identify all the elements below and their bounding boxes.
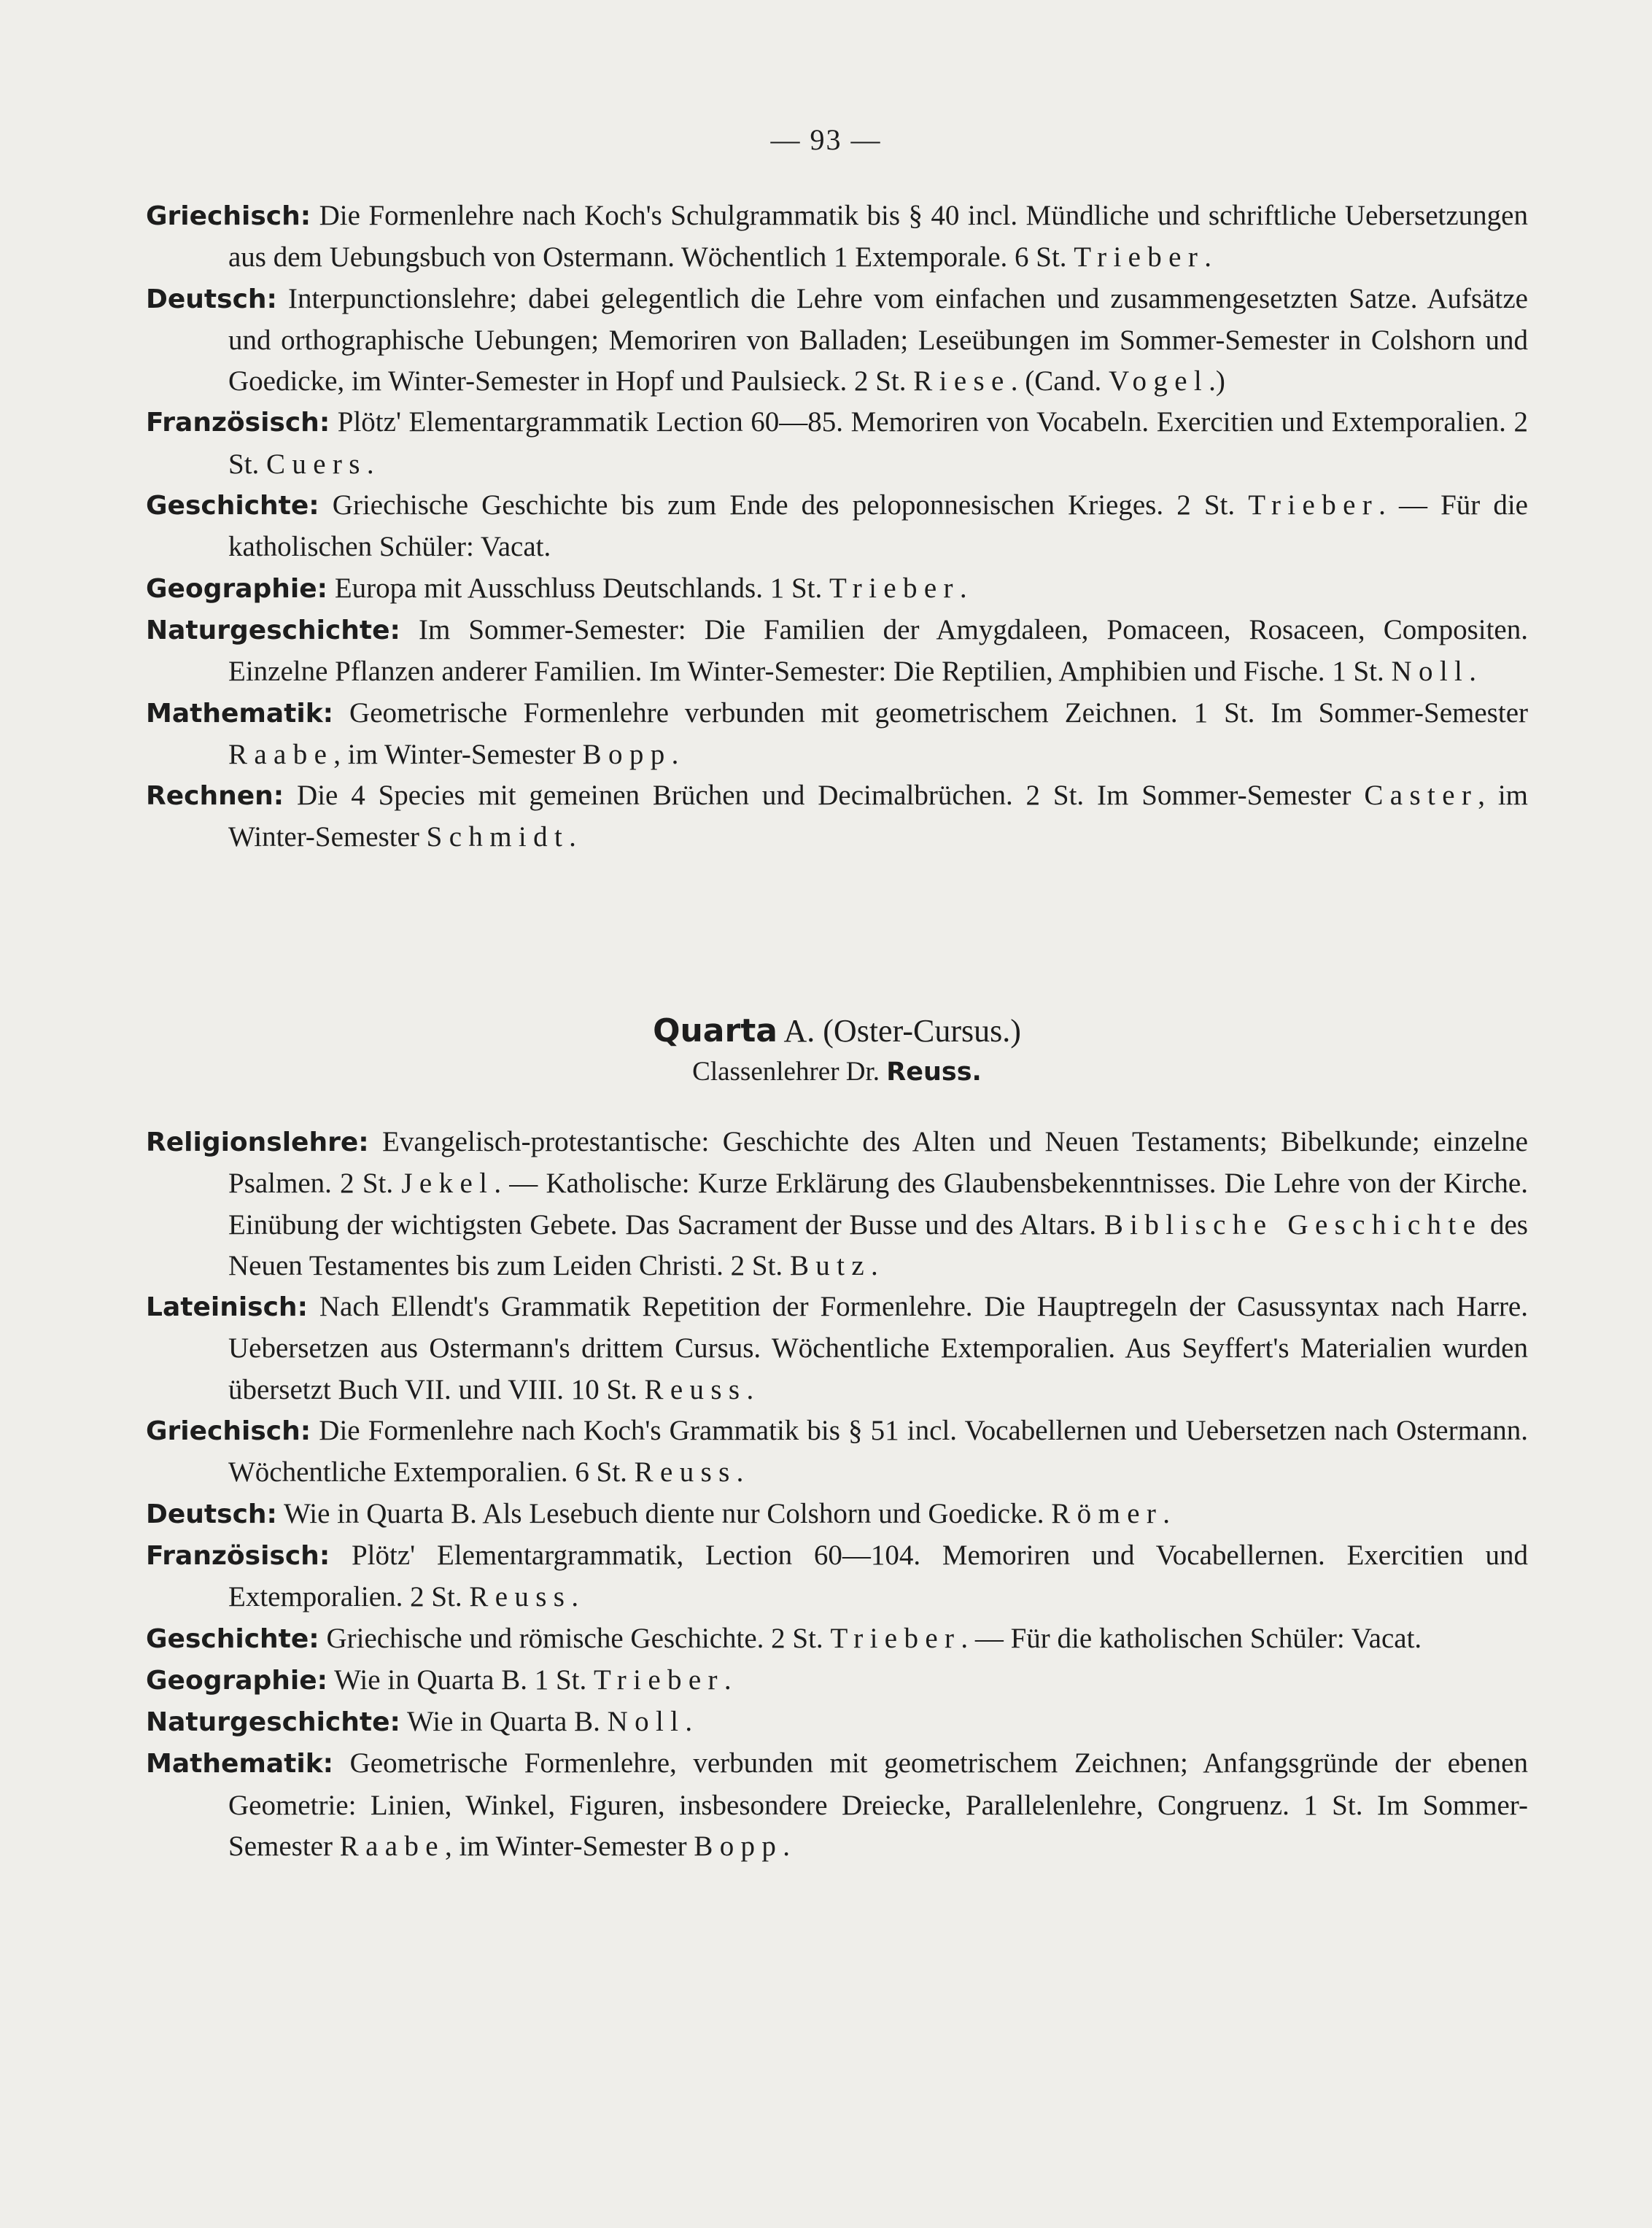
teacher-name: Vogel: [1109, 365, 1209, 397]
teacher-name: Trieber: [830, 1622, 961, 1654]
teacher-name: Bopp: [694, 1831, 783, 1863]
subject-text: .: [959, 572, 967, 604]
subject-text: .: [1163, 1497, 1170, 1529]
subject-text: Wie in Quarta B.: [400, 1706, 608, 1738]
teacher-name: Reuss: [644, 1373, 747, 1405]
class-teacher-name: Reuss.: [886, 1057, 982, 1087]
subject-text: Plötz' Elementargrammatik, Lection 60—104. Memoriren und Vocabellernen. Exercitien und Extemporalien. 2 St.: [228, 1539, 1528, 1613]
subject-label: Naturgeschichte:: [146, 615, 400, 645]
section-heading-block: [146, 1011, 1528, 1093]
subject-label: Mathematik:: [146, 1749, 334, 1779]
subject-entry: [146, 610, 1528, 693]
subject-label: Deutsch:: [146, 1499, 277, 1529]
subject-entry: [146, 1286, 1528, 1410]
subject-text: .): [1209, 365, 1225, 397]
subject-entry: [146, 775, 1528, 858]
teacher-name: Römer: [1051, 1497, 1163, 1529]
section-heading: [146, 1011, 1528, 1052]
teacher-name: Reuss: [634, 1456, 737, 1488]
subject-text: Geometrische Formenlehre verbunden mit geometrischem Zeichnen. 1 St. Im Sommer-Semester: [333, 696, 1528, 729]
subject-entry: [146, 1535, 1528, 1618]
teacher-name: Reuss: [469, 1581, 572, 1613]
subject-entry: [146, 1494, 1528, 1535]
teacher-name: Schmidt: [426, 821, 570, 853]
subject-label: Griechisch:: [146, 1416, 311, 1447]
subject-text: . — Katholische: Kurze Erklärung des Glaubensbekenntnisses. Die Lehre von der Kirche. Einübung der wichtigsten Gebete. Das Sacrament der Busse und des Altars.: [228, 1168, 1528, 1241]
subject-text: Griechische Geschichte bis zum Ende des peloponnesischen Krieges. 2 St.: [319, 489, 1249, 521]
subject-label: Religionslehre:: [146, 1127, 369, 1157]
subject-text: . — Für die katholischen Schüler: Vacat.: [228, 489, 1528, 563]
teacher-name: Trieber: [829, 572, 960, 604]
subject-entry: [146, 568, 1528, 610]
subject-text: Interpunctionslehre; dabei gelegentlich die Lehre vom einfachen und zusammengesetzten Satze. Aufsätze und orthographische Uebungen; Memoriren von Balladen; Leseübungen im Sommer-Semester in Colshorn und Goedicke, im Winter-Semester in Hopf und Paulsieck. 2 St.: [228, 282, 1528, 397]
subject-label: Geschichte:: [146, 491, 319, 521]
subject-text: Europa mit Ausschluss Deutschlands. 1 St.: [327, 572, 829, 604]
subject-text: .: [671, 738, 679, 770]
subject-text: Evangelisch-protestantische: Geschichte des Alten und Neuen Testaments; Bibelkunde; einzelne Psalmen. 2 St.: [228, 1126, 1528, 1200]
subject-text: Plötz' Elementargrammatik Lection 60—85. Memoriren von Vocabeln. Exercitien und Extemporalien. 2 St.: [228, 406, 1528, 480]
teacher-name: Butz: [789, 1249, 872, 1281]
subject-text: , im Winter-Semester: [333, 738, 583, 770]
subject-text: Die Formenlehre nach Koch's Schulgrammatik bis § 40 incl. Mündliche und schriftliche Uebersetzungen aus dem Uebungsbuch von Ostermann. Wöchentlich 1 Extemporale. 6 St.: [228, 200, 1528, 273]
subject-text: Geometrische Formenlehre, verbunden mit geometrischem Zeichnen; Anfangsgründe der ebenen Geometrie: Linien, Winkel, Figuren, insbesondere Dreiecke, Parallelenlehre, Congruenz. 1 St. Im Sommer-Semester: [228, 1747, 1528, 1863]
subject-text: Im Sommer-Semester: Die Familien der Amygdaleen, Pomaceen, Rosaceen, Compositen. Einzelne Pflanzen anderer Familien. Im Winter-Semester: Die Reptilien, Amphibien und Fische. 1 St.: [228, 613, 1528, 688]
subject-label: Lateinisch:: [146, 1292, 308, 1323]
subject-label: Geographie:: [146, 1665, 328, 1696]
subject-text: . (Cand.: [1010, 365, 1109, 397]
subject-entry: [146, 693, 1528, 776]
subject-text: Nach Ellendt's Grammatik Repetition der Formenlehre. Die Hauptregeln der Casussyntax nach Harre. Uebersetzen aus Ostermann's drittem Cursus. Wöchentliche Extemporalien. Aus Seyffert's Materialien wurden übersetzt Buch VII. und VIII. 10 St.: [228, 1291, 1528, 1405]
heading-class-name: Quarta: [653, 1012, 777, 1049]
section-quarta-b-continued: [146, 195, 1528, 858]
subject-entry: [146, 1410, 1528, 1494]
subject-text: .: [1469, 656, 1476, 688]
teacher-name: Raabe: [228, 738, 334, 770]
subject-text: Die 4 Species mit gemeinen Brüchen und Decimalbrüchen. 2 St. Im Sommer-Semester: [284, 780, 1365, 812]
subject-entry: [146, 1122, 1528, 1286]
subject-entry: [146, 1660, 1528, 1701]
teacher-name: Trieber: [1074, 241, 1205, 273]
subject-text: .: [871, 1249, 878, 1281]
teacher-name: Jekel: [401, 1168, 495, 1200]
subject-label: Deutsch:: [146, 284, 277, 314]
teacher-name: Caster: [1364, 780, 1478, 812]
subject-text: .: [685, 1706, 693, 1738]
subject-entry: [146, 485, 1528, 568]
class-teacher: [146, 1052, 1528, 1092]
subject-text: .: [746, 1373, 754, 1405]
subject-text: .: [571, 1581, 579, 1613]
subject-text: Wie in Quarta B. 1 St.: [327, 1664, 594, 1696]
teacher-name: Trieber: [1248, 489, 1379, 521]
subject-text: Griechische und römische Geschichte. 2 St.: [319, 1622, 831, 1654]
subject-text: , im Winter-Semester: [228, 780, 1528, 853]
teacher-name: Noll: [1391, 656, 1470, 688]
subject-label: Rechnen:: [146, 781, 284, 812]
subject-text: . — Für die katholischen Schüler: Vacat.: [961, 1622, 1422, 1654]
subject-text: .: [736, 1456, 744, 1488]
subject-text: Wie in Quarta B. Als Lesebuch diente nur Colshorn und Goedicke.: [276, 1497, 1052, 1529]
class-teacher-label: Classenlehrer Dr.: [692, 1057, 887, 1087]
subject-label: Naturgeschichte:: [146, 1707, 400, 1738]
subject-entry: [146, 1618, 1528, 1660]
subject-entry: [146, 402, 1528, 485]
subject-label: Griechisch:: [146, 201, 311, 231]
teacher-name: Raabe: [339, 1831, 445, 1863]
teacher-name: Cuers: [266, 448, 367, 480]
teacher-name: Trieber: [594, 1664, 724, 1696]
subject-label: Französisch:: [146, 408, 330, 438]
subject-label: Geographie:: [146, 573, 328, 604]
subject-entry: [146, 1743, 1528, 1867]
subject-label: Mathematik:: [146, 698, 334, 729]
teacher-name: Biblische Geschichte: [1104, 1208, 1483, 1241]
page-number: — 93 —: [770, 123, 882, 156]
subject-text: .: [783, 1831, 791, 1863]
teacher-name: Riese: [913, 365, 1011, 397]
subject-text: Die Formenlehre nach Koch's Grammatik bis § 51 incl. Vocabellernen und Uebersetzen nach Ostermann. Wöchentliche Extemporalien. 6 St.: [228, 1415, 1528, 1488]
subject-text: des Neuen Testamentes bis zum Leiden Christi. 2 St.: [228, 1208, 1528, 1281]
subject-text: , im Winter-Semester: [444, 1831, 694, 1863]
subject-label: Französisch:: [146, 1540, 330, 1571]
subject-label: Geschichte:: [146, 1623, 319, 1654]
subject-text: .: [1204, 241, 1211, 273]
subject-text: .: [724, 1664, 732, 1696]
subject-entry: [146, 279, 1528, 403]
subject-text: .: [569, 821, 576, 853]
subject-entry: [146, 1701, 1528, 1743]
teacher-name: Bopp: [582, 738, 672, 770]
teacher-name: Noll: [607, 1706, 686, 1738]
subject-text: .: [366, 448, 374, 480]
heading-course: A. (Oster-Cursus.): [777, 1013, 1021, 1049]
subject-entry: [146, 195, 1528, 279]
section-quarta-a: [146, 1122, 1528, 1867]
